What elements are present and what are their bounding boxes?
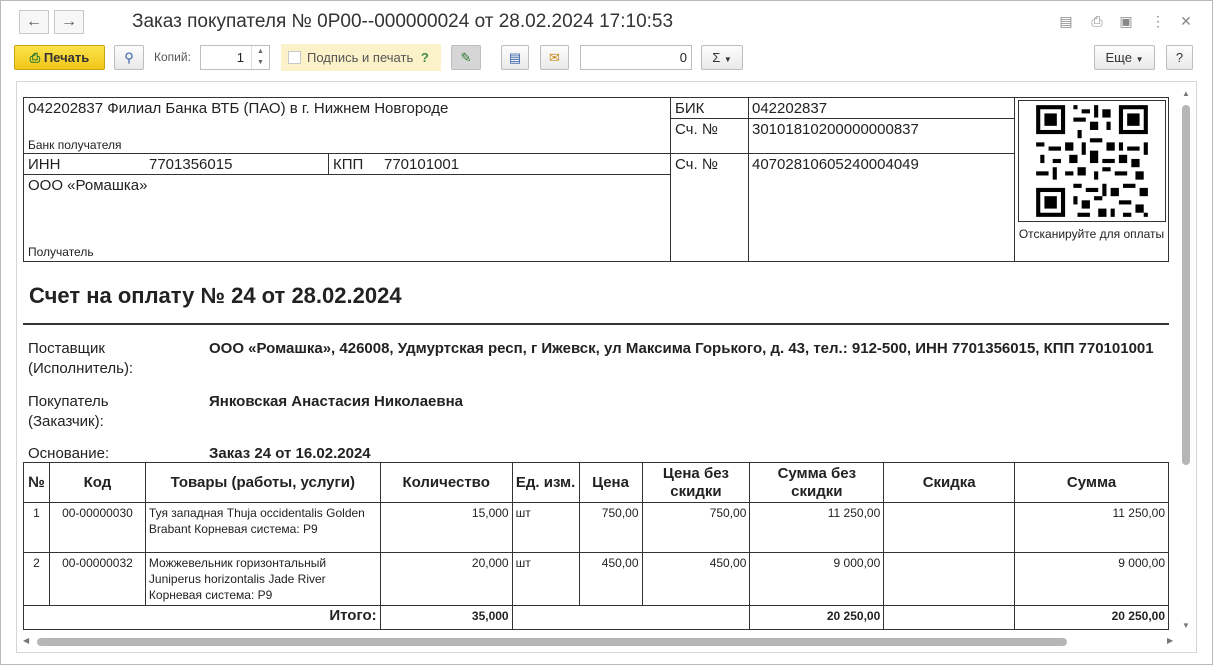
bank-caption: Банк получателя [28, 138, 122, 152]
row-no: 2 [24, 553, 50, 606]
copies-stepper[interactable]: ▲ ▼ [251, 46, 269, 69]
window-title: Заказ покупателя № 0Р00--000000024 от 28.02.2024 17:10:53 [132, 11, 674, 32]
table-row [24, 553, 1169, 606]
horizontal-scrollbar[interactable] [21, 635, 1177, 647]
sign-help-link[interactable]: ? [420, 50, 429, 65]
scroll-up-icon[interactable]: ▲ [1182, 89, 1190, 98]
chevron-down-icon: ▼ [723, 55, 732, 64]
magnifier-icon: ⚲ [124, 50, 134, 65]
sum-mode-dropdown[interactable] [701, 45, 743, 70]
heading-divider [23, 323, 1169, 325]
corr-account-label: Сч. № [670, 118, 749, 154]
row-goods: Туя западная Thuja occidentalis Golden Brabant Корневая система: Р9 [145, 503, 380, 553]
row-discount [884, 503, 1015, 553]
help-button[interactable]: ? [1166, 45, 1193, 70]
recipient-cell [23, 174, 671, 262]
total-sum-nodisc: 20 250,00 [750, 606, 884, 630]
basis-label: Основание: [28, 445, 110, 462]
sum-field[interactable]: 0 [580, 45, 692, 70]
row-discount [884, 553, 1015, 606]
vertical-scroll-thumb[interactable] [1182, 105, 1190, 465]
buyer-label: Покупатель (Заказчик): [28, 393, 109, 430]
more-vert-icon[interactable]: ⋮ [1151, 13, 1165, 29]
total-sum: 20 250,00 [1015, 606, 1169, 630]
recipient-name: ООО «Ромашка» [28, 177, 148, 194]
supplier-value: ООО «Ромашка», 426008, Удмуртская респ, г Ижевск, ул Максима Горького, д. 43, тел.: 912-500, ИНН 7701356015, КПП 770101001 [209, 340, 1154, 357]
row-unit: шт [512, 503, 579, 553]
print-button-label: Печать [43, 50, 90, 65]
col-price-nodisc: Цена без скидки [642, 463, 750, 503]
envelope-icon: ✉ [549, 50, 560, 65]
account-label: Сч. № [670, 153, 749, 262]
inn-cell [23, 153, 329, 175]
checkbox-icon[interactable] [288, 51, 301, 64]
kpp-label: КПП [333, 156, 364, 173]
inn-value: 7701356015 [149, 156, 233, 173]
corr-account-value: 30101810200000000837 [748, 118, 1015, 154]
col-discount: Скидка [884, 463, 1015, 503]
qr-scan-note: Отсканируйте для оплаты [1018, 227, 1165, 241]
total-label: Итого: [24, 606, 381, 630]
row-qty: 15,000 [380, 503, 512, 553]
back-arrow-icon[interactable]: ← [19, 10, 49, 34]
close-icon[interactable]: ✕ [1180, 13, 1192, 29]
copies-label: Копий: [154, 50, 191, 64]
edit-icon: ✎ [460, 50, 472, 65]
row-sum-nodisc: 9 000,00 [750, 553, 884, 606]
save-button[interactable] [501, 45, 529, 70]
total-empty [512, 606, 750, 630]
chevron-down-icon: ▼ [1135, 55, 1144, 64]
goods-table [23, 462, 1169, 630]
row-sum: 9 000,00 [1015, 553, 1169, 606]
kpp-value: 770101001 [384, 156, 460, 173]
row-code: 00-00000032 [49, 553, 145, 606]
edit-document-button[interactable] [451, 45, 481, 70]
row-qty: 20,000 [380, 553, 512, 606]
col-code: Код [49, 463, 145, 503]
inn-label: ИНН [28, 156, 61, 173]
copies-input[interactable] [200, 45, 270, 70]
row-code: 00-00000030 [49, 503, 145, 553]
more-button[interactable] [1094, 45, 1155, 70]
row-no: 1 [24, 503, 50, 553]
vertical-scrollbar[interactable] [1180, 85, 1192, 633]
invoice-heading: Счет на оплату № 24 от 28.02.2024 [29, 283, 402, 308]
row-sum-nodisc: 11 250,00 [750, 503, 884, 553]
table-row [24, 503, 1169, 553]
floppy-icon: ▤ [508, 50, 522, 65]
scroll-right-icon[interactable]: ▶ [1167, 636, 1174, 645]
recipient-caption: Получатель [28, 245, 94, 259]
basis-value: Заказ 24 от 16.02.2024 [209, 445, 371, 462]
scroll-left-icon[interactable]: ◀ [23, 636, 30, 645]
supplier-label: Поставщик (Исполнитель): [28, 340, 134, 377]
row-price-nodisc: 450,00 [642, 553, 750, 606]
preview-button[interactable] [114, 45, 144, 70]
row-unit: шт [512, 553, 579, 606]
send-email-button[interactable] [540, 45, 569, 70]
total-qty: 35,000 [380, 606, 512, 630]
bank-name: 042202837 Филиал Банка ВТБ (ПАО) в г. Нижнем Новгороде [28, 100, 449, 117]
row-price: 750,00 [579, 503, 642, 553]
sign-and-stamp-checkbox[interactable] [281, 44, 441, 71]
save-icon[interactable]: ▤ [1059, 13, 1073, 29]
bik-label: БИК [670, 97, 749, 119]
total-row [24, 606, 1169, 630]
kpp-cell [328, 153, 671, 175]
sign-label: Подпись и печать [307, 50, 414, 65]
qr-code-icon [1018, 100, 1166, 222]
table-header-row [24, 463, 1169, 503]
row-price: 450,00 [579, 553, 642, 606]
total-discount-empty [884, 606, 1015, 630]
print-button[interactable] [14, 45, 105, 70]
bik-value: 042202837 [748, 97, 1015, 119]
forward-arrow-icon[interactable]: → [54, 10, 84, 34]
printer-icon[interactable]: ⎙ [1091, 13, 1103, 29]
col-sum-nodisc: Сумма без скидки [750, 463, 884, 503]
row-goods: Можжевельник горизонтальный Juniperus horizontalis Jade River Корневая система: Р9 [145, 553, 380, 606]
account-value: 40702810605240004049 [748, 153, 1015, 262]
col-sum: Сумма [1015, 463, 1169, 503]
title-bar [1, 1, 1212, 39]
more-label: Еще [1105, 50, 1132, 65]
copies-value: 1 [236, 50, 244, 65]
horizontal-scroll-thumb[interactable] [37, 638, 1067, 646]
row-sum: 11 250,00 [1015, 503, 1169, 553]
preview-icon[interactable]: ▣ [1119, 13, 1133, 29]
scroll-down-icon[interactable]: ▼ [1182, 621, 1190, 630]
row-price-nodisc: 750,00 [642, 503, 750, 553]
col-price: Цена [579, 463, 642, 503]
col-unit: Ед. изм. [512, 463, 579, 503]
col-qty: Количество [380, 463, 512, 503]
buyer-value: Янковская Анастасия Николаевна [209, 393, 464, 410]
col-no: № [24, 463, 50, 503]
printer-icon: ⎙ [29, 50, 41, 65]
col-goods: Товары (работы, услуги) [145, 463, 380, 503]
sigma-label: Σ [712, 50, 721, 65]
